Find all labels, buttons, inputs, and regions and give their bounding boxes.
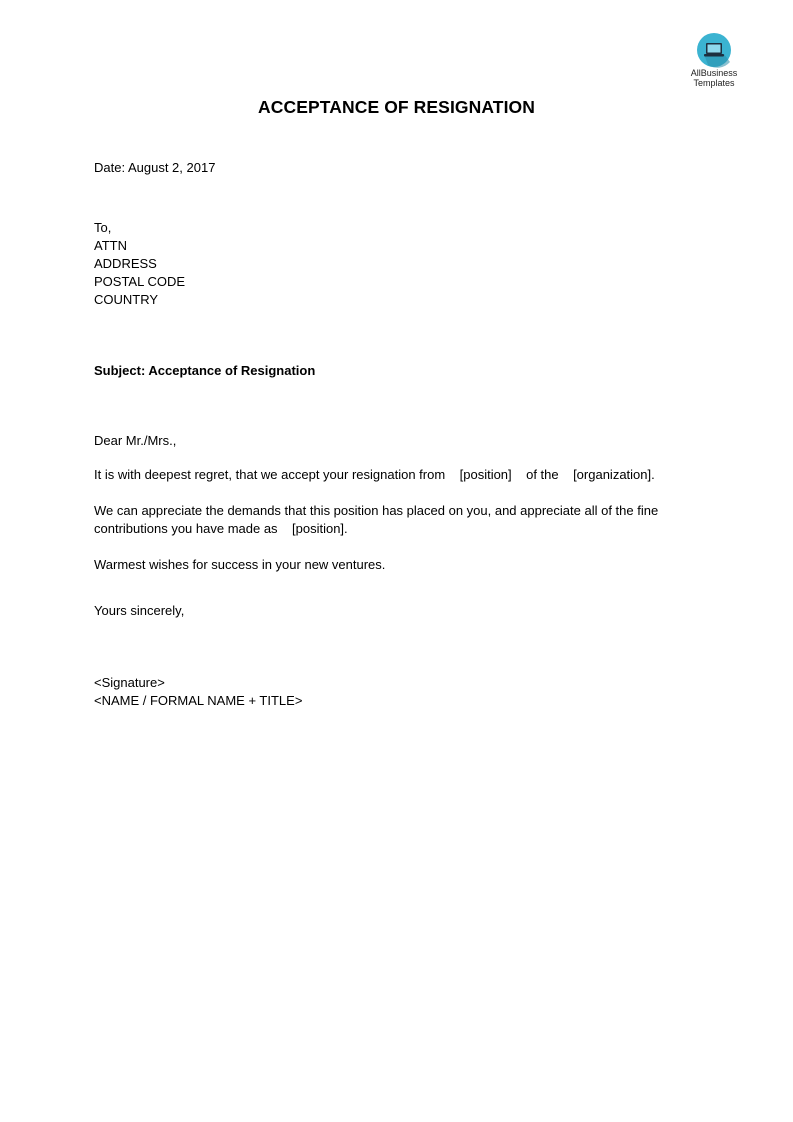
body-paragraph-2-line-2: contributions you have made as [position].: [94, 521, 348, 536]
address-attn: ATTN: [94, 238, 127, 253]
laptop-icon: [696, 32, 732, 68]
salutation: Dear Mr./Mrs.,: [94, 433, 177, 448]
logo-text-line1: AllBusiness: [690, 68, 738, 78]
body-paragraph-1: It is with deepest regret, that we accept your resignation from [position] of the [organization].: [94, 467, 655, 482]
logo-text-line2: Templates: [693, 78, 735, 88]
allbusiness-templates-logo: [682, 31, 746, 91]
address-line: ADDRESS: [94, 256, 157, 271]
address-postal-code: POSTAL CODE: [94, 274, 186, 289]
closing: Yours sincerely,: [94, 603, 185, 618]
date-line: Date: August 2, 2017: [94, 160, 216, 175]
body-paragraph-2: [94, 502, 704, 538]
document-title: ACCEPTANCE OF RESIGNATION: [258, 97, 535, 117]
body-paragraph-3: Warmest wishes for success in your new ventures.: [94, 557, 386, 572]
signature-name-title: <NAME / FORMAL NAME + TITLE>: [94, 693, 303, 708]
logo-text: [682, 68, 746, 88]
address-to: To,: [94, 220, 112, 235]
subject-line: Subject: Acceptance of Resignation: [94, 363, 316, 378]
signature-placeholder: <Signature>: [94, 675, 165, 690]
body-paragraph-2-line-1: We can appreciate the demands that this position has placed on you, and appreciate all of the fine: [94, 503, 659, 518]
address-country: COUNTRY: [94, 292, 159, 307]
